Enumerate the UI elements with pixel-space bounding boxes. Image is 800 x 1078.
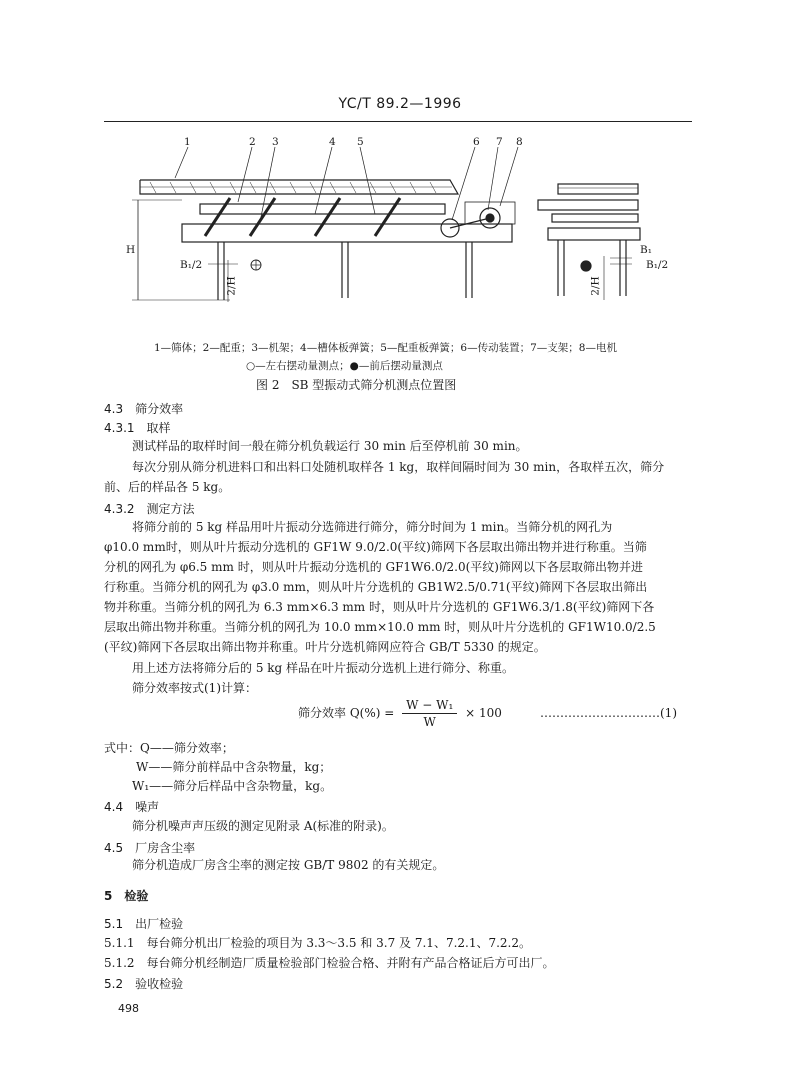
- section-4-5: 4.5 厂房含尘率: [104, 841, 196, 855]
- paragraph-method-g: (平纹)筛网下各层取出筛出物并称重。叶片分选机筛网应符合 GB/T 5330 的规定。: [104, 640, 546, 654]
- paragraph-dust: 筛分机造成厂房含尘率的测定按 GB/T 9802 的有关规定。: [132, 858, 445, 872]
- section-5-1-1: 5.1.1 每台筛分机出厂检验的项目为 3.3～3.5 和 3.7 及 7.1、7.2.1、7.2.2。: [104, 936, 532, 950]
- paragraph-formula-intro: 筛分效率按式(1)计算：: [132, 681, 257, 695]
- section-4-3-2: 4.3.2 测定方法: [104, 502, 195, 516]
- formula-denominator: W: [423, 715, 436, 729]
- paragraph-method-f: 层取出筛出物并称重。当筛分机的网孔为 10.0 mm×10.0 mm 时，则从叶片分选机的 GF1W10.0/2.5: [104, 620, 656, 634]
- paragraph-noise: 筛分机噪声声压级的测定见附录 A(标准的附录)。: [132, 819, 394, 833]
- dimension-h-half-label: 2/H: [225, 276, 238, 296]
- dimension-b1-half-right-label: B₁/2: [646, 259, 669, 271]
- header-rule: [104, 121, 692, 122]
- section-4-4: 4.4 噪声: [104, 800, 160, 814]
- paragraph-method-b: φ10.0 mm时，则从叶片振动分选机的 GF1W 9.0/2.0(平纹)筛网下各层取出筛出物并进行称重。当筛: [104, 540, 647, 554]
- section-5-2: 5.2 验收检验: [104, 977, 184, 991]
- paragraph-method-d: 行称重。当筛分机的网孔为 φ3.0 mm，则从叶片分选机的 GB1W2.5/0.71(平纹)筛网下各层取出筛出: [104, 580, 648, 594]
- formula-right: × 100: [465, 706, 502, 720]
- efficiency-formula: [298, 697, 502, 730]
- callout-1: 1: [184, 136, 191, 148]
- paragraph-method-c: 分机的网孔为 φ6.5 mm 时，则从叶片振动分选机的 GF1W6.0/2.0(平纹)筛网以下各层取筛出物并进: [104, 560, 643, 574]
- callout-8: 8: [516, 136, 523, 148]
- paragraph-method-e: 物并称重。当筛分机的网孔为 6.3 mm×6.3 mm 时，则从叶片分选机的 GF1W6.3/1.8(平纹)筛网下各: [104, 600, 655, 614]
- figure-legend-parts: 1—筛体；2—配重；3—机架；4—槽体板弹簧；5—配重板弹簧；6—传动装置；7—支架；8—电机: [154, 342, 617, 354]
- paragraph-method-a: 将筛分前的 5 kg 样品用叶片振动分选筛进行筛分，筛分时间为 1 min。当筛分机的网孔为: [132, 520, 613, 534]
- standard-code: YC/T 89.2—1996: [338, 96, 462, 112]
- section-5: 5 检验: [104, 889, 149, 903]
- formula-number: …………………………(1): [540, 706, 677, 720]
- paragraph-after-screening: 用上述方法将筛分后的 5 kg 样品在叶片振动分选机上进行筛分、称重。: [132, 661, 515, 675]
- formula-left: 筛分效率 Q(%) =: [298, 706, 395, 720]
- where-w1: W₁——筛分后样品中含杂物量，kg。: [132, 779, 333, 793]
- dimension-h-label: H: [126, 244, 136, 256]
- callout-5: 5: [357, 136, 364, 148]
- figure-caption: 图 2 SB 型振动式筛分机测点位置图: [256, 378, 457, 392]
- callout-7: 7: [496, 136, 503, 148]
- section-5-1: 5.1 出厂检验: [104, 917, 184, 931]
- formula-fraction: [402, 697, 457, 730]
- where-w: W——筛分前样品中含杂物量，kg；: [136, 760, 332, 774]
- machine-drawing: [120, 132, 660, 308]
- paragraph-sampling-b: 前、后的样品各 5 kg。: [104, 480, 231, 494]
- dimension-b1-half-label: B₁/2: [180, 259, 203, 271]
- callout-6: 6: [473, 136, 480, 148]
- section-4-3: 4.3 筛分效率: [104, 402, 184, 416]
- dimension-h-half-right-label: 2/H: [589, 276, 602, 296]
- where-q: 式中：Q——筛分效率；: [104, 741, 234, 755]
- paragraph-sampling-a: 每次分别从筛分机进料口和出料口处随机取样各 1 kg，取样间隔时间为 30 min，各取样五次，筛分: [132, 460, 665, 474]
- page-number: 498: [118, 1002, 139, 1015]
- callout-3: 3: [272, 136, 279, 148]
- section-5-1-2: 5.1.2 每台筛分机经制造厂质量检验部门检验合格、并附有产品合格证后方可出厂。: [104, 956, 555, 970]
- dimension-b1-label: B₁: [640, 244, 652, 256]
- section-4-3-1: 4.3.1 取样: [104, 421, 171, 435]
- callout-2: 2: [249, 136, 256, 148]
- callout-4: 4: [329, 136, 336, 148]
- paragraph-sampling-time: 测试样品的取样时间一般在筛分机负载运行 30 min 后至停机前 30 min。: [132, 439, 528, 453]
- figure-legend-points: ○—左右摆动量测点；●—前后摆动量测点: [246, 360, 443, 372]
- formula-numerator: W − W₁: [402, 697, 457, 714]
